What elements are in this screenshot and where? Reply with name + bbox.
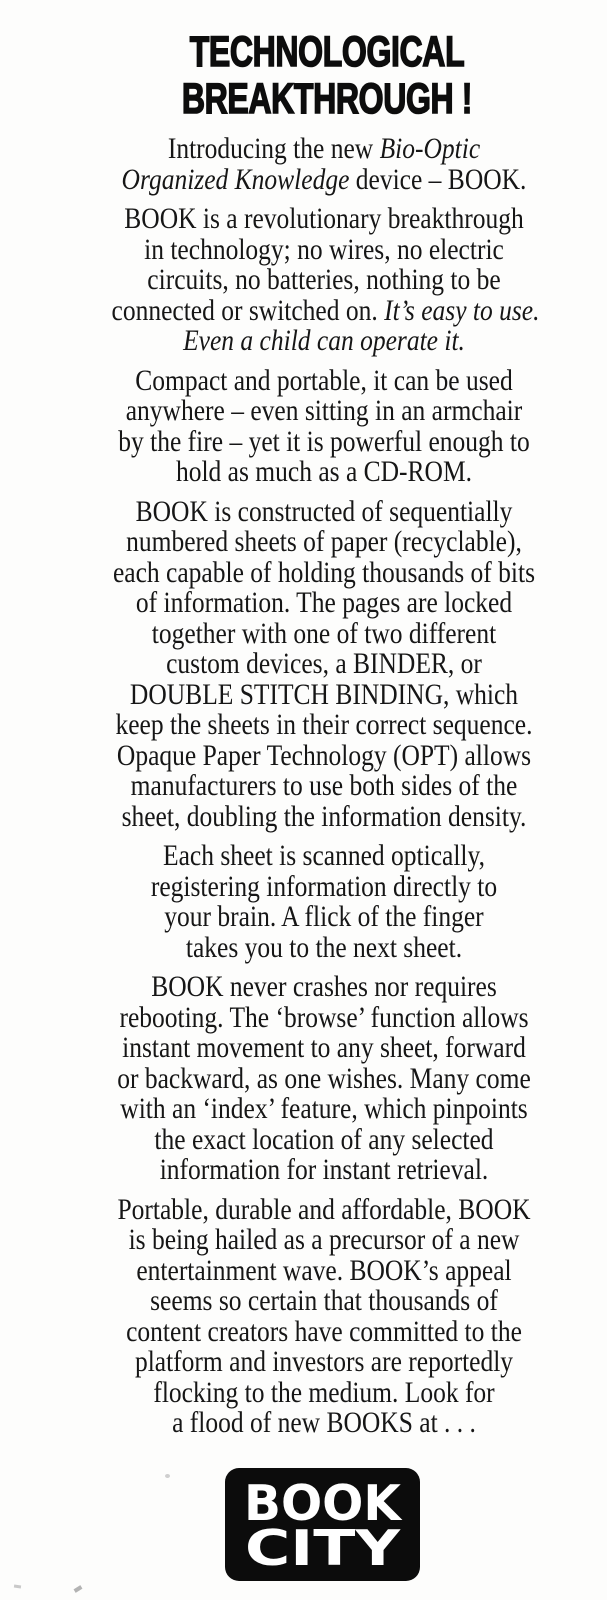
text-line <box>112 588 537 619</box>
text-line <box>112 1225 537 1256</box>
paragraph <box>112 134 537 195</box>
text-segment: your brain. A flick of the finger <box>164 900 484 933</box>
text-line <box>112 1253 537 1287</box>
scan-speck <box>165 1474 170 1478</box>
text-segment: information for instant retrieval. <box>159 1153 489 1186</box>
text-line <box>112 841 537 872</box>
text-line <box>112 1375 537 1409</box>
text-line <box>112 649 537 680</box>
text-line <box>112 902 537 933</box>
text-line <box>112 457 537 488</box>
text-line <box>112 396 537 427</box>
text-segment: Introducing the new <box>167 132 380 165</box>
text-segment: is being hailed as a precursor of a new <box>128 1223 520 1256</box>
text-line <box>112 1000 537 1034</box>
italic-text-segment: Bio-Optic <box>379 132 481 165</box>
paragraph <box>112 841 537 963</box>
text-line <box>112 424 537 458</box>
text-segment: seems so certain that thousands of <box>150 1284 498 1317</box>
text-line <box>112 738 537 772</box>
text-line <box>112 555 537 589</box>
text-segment: numbered sheets of paper (recyclable), <box>126 525 522 558</box>
paragraph <box>112 494 537 833</box>
logo-text-city: CITY <box>245 1520 401 1577</box>
text-segment: rebooting. The ‘browse’ function allows <box>119 1000 529 1034</box>
paragraph <box>112 1192 537 1439</box>
text-line <box>112 1061 537 1095</box>
text-line <box>112 710 537 741</box>
text-segment: Compact and portable, it can be used <box>135 363 513 397</box>
text-segment: content creators have committed to the <box>126 1314 522 1348</box>
text-segment: of information. The pages are locked <box>135 586 513 619</box>
text-segment: instant movement to any sheet, forward <box>122 1031 526 1064</box>
paragraph <box>112 363 537 488</box>
text-segment: flocking to the medium. Look for <box>153 1375 495 1409</box>
text-line <box>112 1122 537 1156</box>
text-segment: device – BOOK. <box>349 162 527 196</box>
text-line <box>112 363 537 397</box>
text-segment: hold as much as a CD-ROM. <box>175 455 473 488</box>
text-segment: or backward, as one wishes. Many come <box>117 1061 531 1095</box>
text-line <box>112 162 537 196</box>
text-segment: BOOK is a revolutionary breakthrough <box>124 202 524 235</box>
text-segment: Opaque Paper Technology (OPT) allows <box>116 738 532 772</box>
text-segment: connected or switched on. <box>111 293 385 327</box>
text-segment: Each sheet is scanned optically, <box>163 839 485 872</box>
text-segment: a flood of new BOOKS at . . . <box>172 1406 476 1439</box>
text-line <box>112 1094 537 1125</box>
text-line <box>112 771 537 802</box>
text-line <box>112 616 537 650</box>
book-city-logo <box>225 1468 420 1581</box>
scan-speck <box>14 1585 21 1589</box>
text-segment: manufacturers to use both sides of the <box>130 769 518 802</box>
text-segment: entertainment wave. BOOK’s appeal <box>136 1253 512 1287</box>
text-segment: Portable, durable and affordable, BOOK <box>117 1192 531 1226</box>
text-line <box>112 972 537 1003</box>
text-line <box>112 265 537 296</box>
text-segment: by the fire – yet it is powerful enough to <box>118 424 530 458</box>
paragraph <box>111 202 540 357</box>
text-segment: keep the sheets in their correct sequence. <box>115 708 533 741</box>
text-line <box>112 326 537 357</box>
text-segment: sheet, doubling the information density. <box>121 799 527 833</box>
text-line <box>112 204 537 235</box>
headline <box>118 29 535 123</box>
text-segment: anywhere – even sitting in an armchair <box>125 394 523 427</box>
text-line <box>112 1155 537 1186</box>
text-segment: the exact location of any selected <box>154 1122 494 1156</box>
text-line <box>112 1033 537 1064</box>
text-line <box>112 1408 537 1439</box>
paragraph <box>112 972 537 1186</box>
text-segment: in technology; no wires, no electric <box>144 232 504 266</box>
text-line <box>112 1286 537 1317</box>
text-line <box>112 1192 537 1226</box>
text-segment: together with one of two different <box>151 616 497 650</box>
italic-text-segment: It’s easy to use. <box>384 293 540 327</box>
text-line <box>112 930 537 964</box>
book-city-logo-graphic <box>225 1468 420 1581</box>
text-segment: custom devices, a BINDER, or <box>166 647 482 680</box>
headline-line-1: TECHNOLOGICAL <box>189 28 465 76</box>
text-segment: with an ‘index’ feature, which pinpoints <box>120 1092 528 1125</box>
text-line <box>112 494 537 528</box>
text-segment: platform and investors are reportedly <box>134 1345 514 1378</box>
headline-line-2: BREAKTHROUGH ! <box>181 75 473 123</box>
text-segment: takes you to the next sheet. <box>185 930 463 964</box>
italic-text-segment: Organized Knowledge <box>121 162 350 196</box>
text-line <box>112 1314 537 1348</box>
article <box>111 132 540 1439</box>
text-segment: BOOK is constructed of sequentially <box>135 494 513 528</box>
text-line <box>112 134 537 165</box>
text-segment: registering information directly to <box>150 869 498 903</box>
text-segment: each capable of holding thousands of bits <box>112 555 536 589</box>
text-segment: circuits, no batteries, nothing to be <box>147 263 501 296</box>
text-line <box>112 869 537 903</box>
italic-text-segment: Even a child can operate it. <box>183 324 465 357</box>
text-segment: BOOK never crashes nor requires <box>151 970 497 1003</box>
text-line <box>112 1347 537 1378</box>
logo-text-book: BOOK <box>244 1475 403 1532</box>
scan-speck <box>74 1585 83 1593</box>
text-line <box>112 799 537 833</box>
text-line <box>111 293 540 327</box>
text-line <box>112 527 537 558</box>
text-line <box>112 677 537 711</box>
text-segment: DOUBLE STITCH BINDING, which <box>129 677 519 711</box>
text-line <box>112 232 537 266</box>
